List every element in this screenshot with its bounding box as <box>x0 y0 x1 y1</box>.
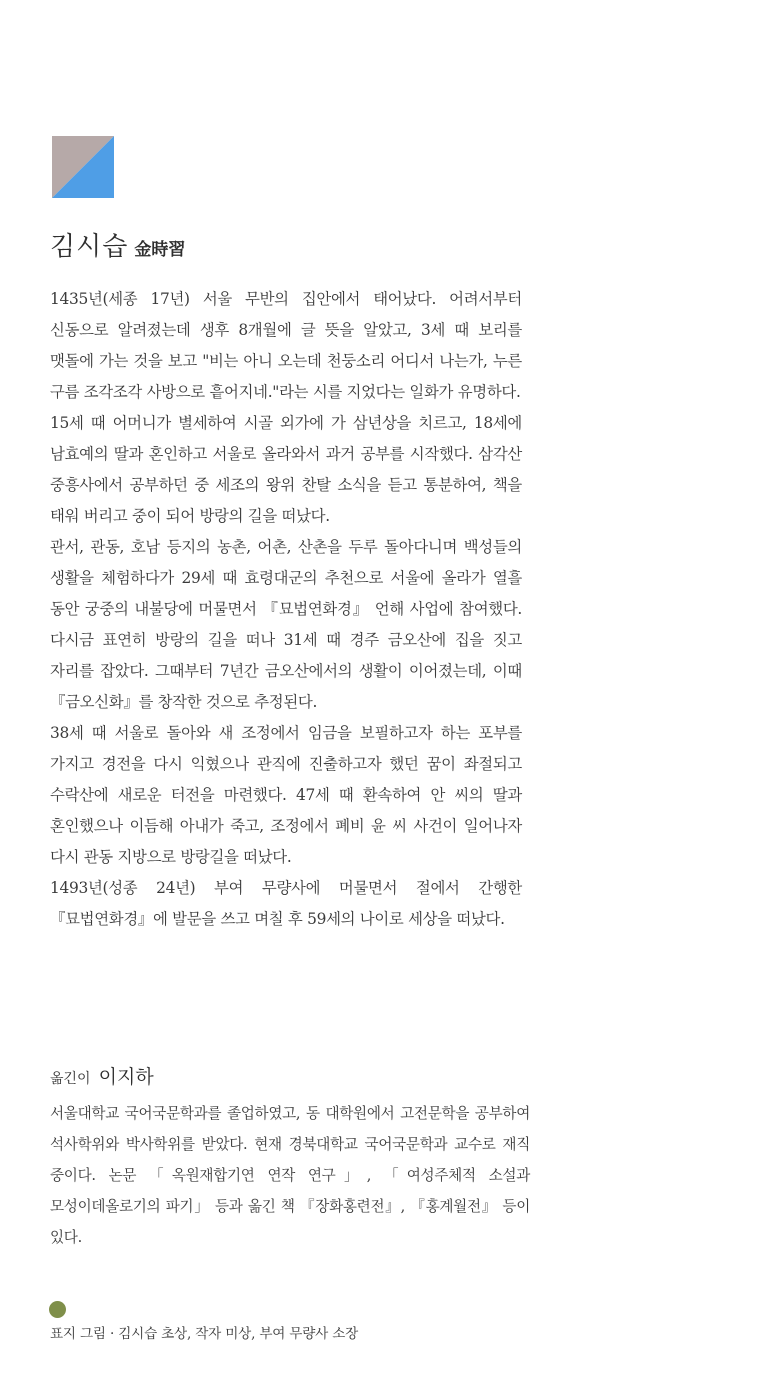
bio-paragraph: 관서, 관동, 호남 등지의 농촌, 어촌, 산촌을 두루 돌아다니며 백성들의 생활을 체험하다가 29세 때 효령대군의 추천으로 서울에 올라가 열흘 동안 궁중의 내불당에 머물면서 『묘법연화경』 언해 사업에 참여했다. 다시금 표연히 방랑의 길을 떠나 31세 때 경주 금오산에 집을 짓고 자리를 잡았다. 그때부터 7년간 금오산에서의 생활이 이어졌는데, 이때 『금오신화』를 창작한 것으로 추정된다. <box>50 538 522 711</box>
translator-biography <box>50 1098 530 1253</box>
diagonal-square-icon <box>52 136 114 198</box>
bio-paragraph: 1435년(세종 17년) 서울 무반의 집안에서 태어났다. 어려서부터 신동으로 알려졌는데 생후 8개월에 글 뜻을 알았고, 3세 때 보리를 맷돌에 가는 것을 보고 "비는 아니 오는데 천둥소리 어디서 나는가, 누른 구름 조각조각 사방으로 흩어지네."라는 시를 지었다는 일화가 유명하다. <box>50 290 522 401</box>
cover-image-credit: 표지 그림 · 김시습 초상, 작자 미상, 부여 무량사 소장 <box>50 1326 359 1342</box>
translator-name: 이지하 <box>98 1066 154 1088</box>
author-biography <box>50 284 522 935</box>
bio-paragraph: 15세 때 어머니가 별세하여 시골 외가에 가 삼년상을 치르고, 18세에 남효예의 딸과 혼인하고 서울로 올라와서 과거 공부를 시작했다. 삼각산 중흥사에서 공부하던 중 세조의 왕위 찬탈 소식을 듣고 통분하여, 책을 태워 버리고 중이 되어 방랑의 길을 떠났다. <box>50 414 522 525</box>
bio-paragraph: 1493년(성종 24년) 부여 무량사에 머물면서 절에서 간행한 『묘법연화경』에 발문을 쓰고 며칠 후 59세의 나이로 세상을 떠났다. <box>50 879 522 928</box>
translator-label: 옮긴이 <box>50 1071 91 1087</box>
translator-heading <box>50 1062 154 1089</box>
author-name-hanja: 金時習 <box>134 240 186 260</box>
author-heading <box>50 226 185 263</box>
author-name: 김시습 <box>50 232 129 262</box>
bio-paragraph: 38세 때 서울로 돌아와 새 조정에서 임금을 보필하고자 하는 포부를 가지고 경전을 다시 익혔으나 관직에 진출하고자 했던 꿈이 좌절되고 수락산에 새로운 터전을 마련했다. 47세 때 환속하여 안 씨의 딸과 혼인했으나 이듬해 아내가 죽고, 조정에서 폐비 윤 씨 사건이 일어나자 다시 관동 지방으로 방랑길을 떠났다. <box>50 724 522 866</box>
corner-emblem <box>52 136 114 198</box>
cover-dot-icon <box>49 1301 66 1318</box>
translator-bio-paragraph: 서울대학교 국어국문학과를 졸업하였고, 동 대학원에서 고전문학을 공부하여 석사학위와 박사학위를 받았다. 현재 경북대학교 국어국문학과 교수로 재직 중이다. 논문 「옥원재합기연 연작 연구」, 「여성주체적 소설과 모성이데올로기의 파기」 등과 옮긴 책 『장화홍련전』, 『홍계월전』 등이 있다. <box>50 1105 530 1246</box>
